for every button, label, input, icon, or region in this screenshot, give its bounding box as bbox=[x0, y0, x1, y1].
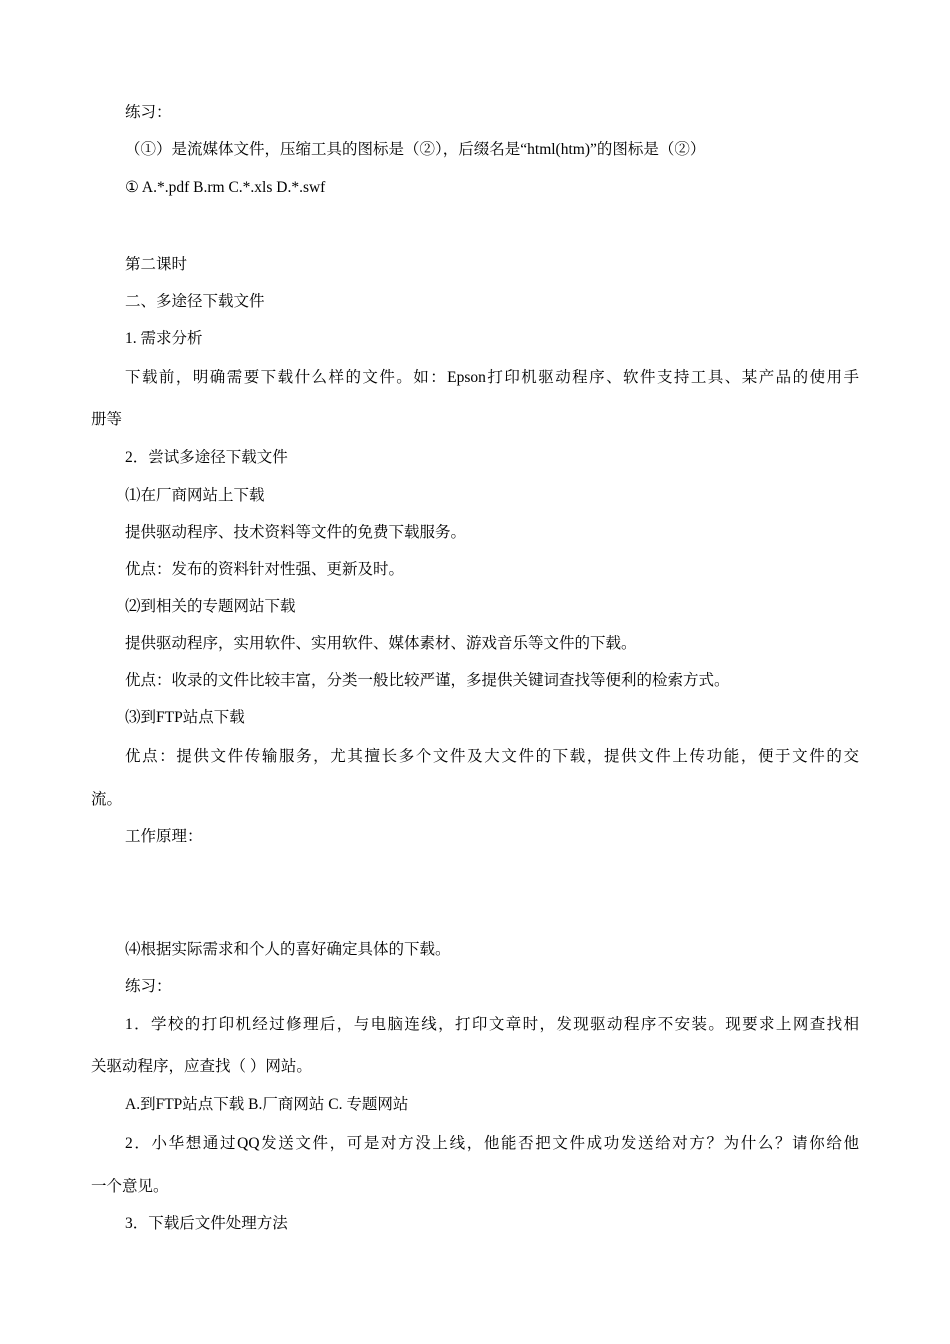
paragraph-line: 下载前，明确需要下载什么样的文件。如：Epson打印机驱动程序、软件支持工具、某产品的使用手 bbox=[125, 369, 859, 386]
exercise-options-1: ① A.*.pdf B.rm C.*.xls D.*.swf bbox=[125, 179, 326, 196]
paragraph-line: 提供驱动程序，实用软件、实用软件、媒体素材、游戏音乐等文件的下载。 bbox=[125, 635, 637, 652]
list-item-heading: ⑴在厂商网站上下载 bbox=[125, 487, 265, 504]
section-heading: 二、多途径下载文件 bbox=[125, 293, 265, 310]
lesson-title: 第二课时 bbox=[125, 256, 188, 273]
exercise-question: 关驱动程序，应查找（ ）网站。 bbox=[91, 1058, 312, 1075]
list-item-heading: ⑷根据实际需求和个人的喜好确定具体的下载。 bbox=[125, 941, 451, 958]
paragraph-line: 流。 bbox=[91, 791, 123, 808]
subsection-heading: 3．下载后文件处理方法 bbox=[125, 1215, 288, 1232]
paragraph-line: 工作原理： bbox=[125, 828, 203, 845]
subsection-needs-analysis: 1. 需求分析 bbox=[125, 330, 203, 347]
list-item-heading: ⑶到FTP站点下载 bbox=[125, 709, 245, 726]
paragraph-line: 册等 bbox=[91, 411, 123, 428]
exercise-heading-2: 练习： bbox=[125, 978, 172, 995]
paragraph-line: 提供驱动程序、技术资料等文件的免费下载服务。 bbox=[125, 524, 467, 541]
exercise-heading-1: 练习： bbox=[125, 104, 172, 121]
exercise-question-1: （①）是流媒体文件，压缩工具的图标是（②），后缀名是“html(htm)”的图标是（②） bbox=[125, 141, 706, 158]
exercise-question: 一个意见。 bbox=[91, 1178, 169, 1195]
paragraph-line: 优点：收录的文件比较丰富，分类一般比较严谨，多提供关键词查找等便利的检索方式。 bbox=[125, 672, 730, 689]
exercise-question: 1．学校的打印机经过修理后，与电脑连线，打印文章时，发现驱动程序不安装。现要求上网查找相 bbox=[125, 1016, 859, 1033]
list-item-heading: ⑵到相关的专题网站下载 bbox=[125, 598, 296, 615]
exercise-options: A.到FTP站点下载 B.厂商网站 C. 专题网站 bbox=[125, 1096, 409, 1113]
exercise-question: 2．小华想通过QQ发送文件，可是对方没上线，他能否把文件成功发送给对方？为什么？请你给他 bbox=[125, 1135, 859, 1152]
paragraph-line: 优点：发布的资料针对性强、更新及时。 bbox=[125, 561, 405, 578]
paragraph-line: 优点：提供文件传输服务，尤其擅长多个文件及大文件的下载，提供文件上传功能，便于文件的交 bbox=[125, 748, 859, 765]
subsection-multi-download: 2．尝试多途径下载文件 bbox=[125, 449, 288, 466]
